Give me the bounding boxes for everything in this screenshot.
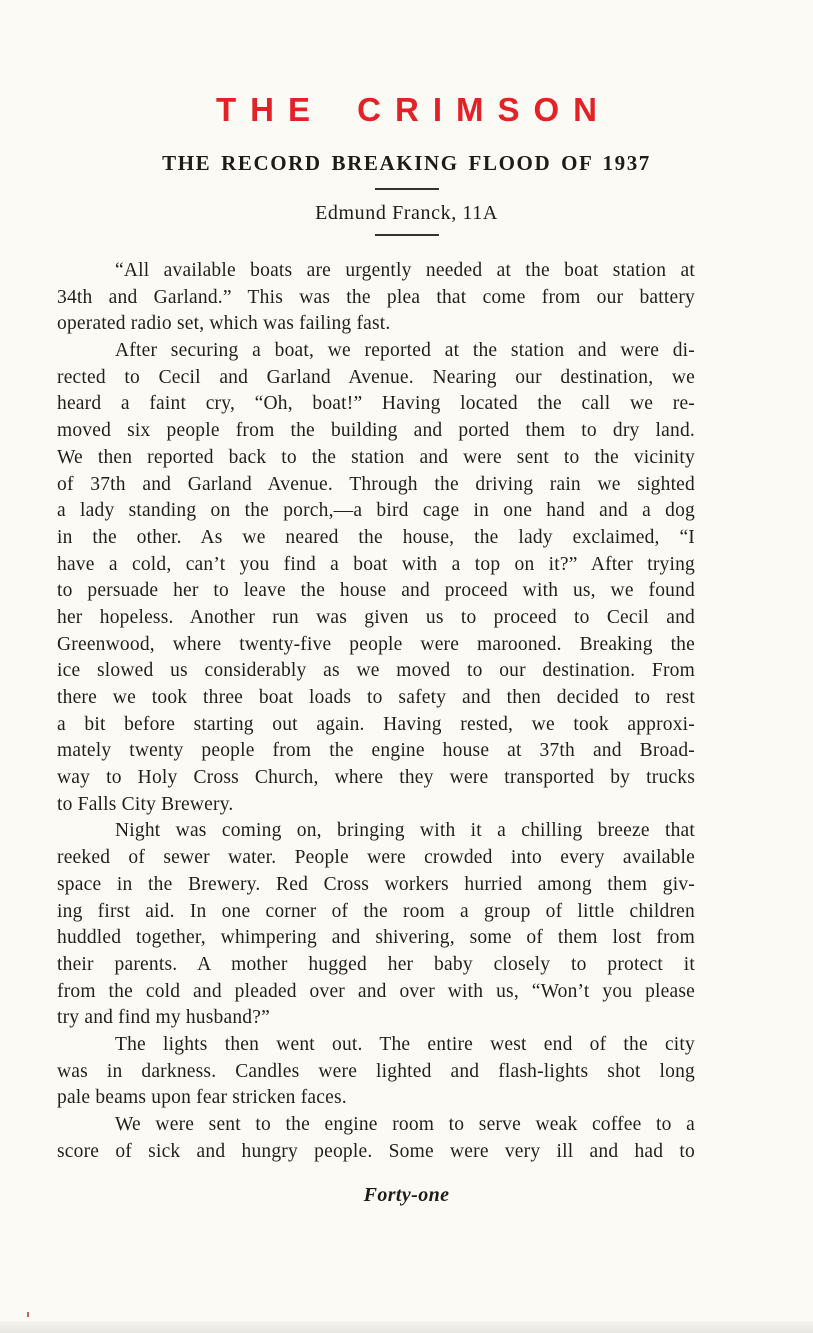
text-line: heard a faint cry, “Oh, boat!” Having located the call we re- [57, 393, 695, 415]
text-line: The lights then went out. The entire west end of the city [115, 1033, 695, 1055]
paragraph [57, 258, 695, 338]
text-line: moved six people from the building and ported them to dry land. [57, 420, 695, 442]
text-line: have a cold, can’t you find a boat with a top on it?” After trying [57, 553, 695, 575]
text-line: a bit before starting out again. Having rested, we took approxi- [57, 713, 695, 735]
paragraph [57, 338, 695, 818]
text-line: ice slowed us considerably as we moved to our destination. From [57, 660, 695, 682]
text-line: After securing a boat, we reported at the station and were di- [115, 340, 695, 362]
text-line: pale beams upon fear stricken faces. [57, 1087, 347, 1109]
text-line: in the other. As we neared the house, the lady exclaimed, “I [57, 526, 695, 548]
text-line: her hopeless. Another run was given us to proceed to Cecil and [57, 606, 695, 628]
text-line: their parents. A mother hugged her baby closely to protect it [57, 953, 695, 975]
text-line: Greenwood, where twenty-five people were marooned. Breaking the [57, 633, 695, 655]
paragraph [57, 1032, 695, 1112]
text-line: mately twenty people from the engine house at 37th and Broad- [57, 740, 695, 762]
text-line: huddled together, whimpering and shivering, some of them lost from [57, 927, 695, 949]
text-line: ing first aid. In one corner of the room a group of little children [57, 900, 695, 922]
text-line: way to Holy Cross Church, where they were transported by trucks [57, 767, 695, 789]
masthead-title: THE CRIMSON [216, 91, 611, 128]
text-line: try and find my husband?” [57, 1007, 270, 1029]
paragraph [57, 1112, 695, 1165]
text-line: a lady standing on the porch,—a bird cage in one hand and a dog [57, 500, 695, 522]
text-line: score of sick and hungry people. Some were very ill and had to [57, 1140, 695, 1162]
text-line: there we took three boat loads to safety and then decided to rest [57, 687, 695, 708]
text-line: from the cold and pleaded over and over with us, “Won’t you please [57, 980, 695, 1002]
text-line: to Falls City Brewery. [57, 793, 234, 815]
article-body [57, 258, 695, 1165]
text-line: 34th and Garland.” This was the plea that come from our battery [57, 286, 695, 308]
text-line: We then reported back to the station and were sent to the vicinity [57, 446, 695, 468]
text-line: space in the Brewery. Red Cross workers hurried among them giv- [57, 873, 695, 895]
scan-edge-artifact [0, 1321, 813, 1333]
text-line: was in darkness. Candles were lighted and flash-lights shot long [57, 1060, 695, 1082]
divider-rule-top [375, 188, 439, 190]
text-line: rected to Cecil and Garland Avenue. Nearing our destination, we [57, 366, 695, 388]
text-line: to persuade her to leave the house and proceed with us, we found [57, 580, 695, 602]
text-line: We were sent to the engine room to serve weak coffee to a [115, 1114, 695, 1135]
article-title: THE RECORD BREAKING FLOOD OF 1937 [162, 151, 651, 175]
divider-rule-bottom [375, 234, 439, 236]
scan-speck-artifact [27, 1312, 29, 1317]
text-line: reeked of sewer water. People were crowded into every available [57, 847, 695, 869]
page-number: Forty-one [363, 1184, 450, 1207]
text-line: of 37th and Garland Avenue. Through the driving rain we sighted [57, 473, 695, 495]
text-line: “All available boats are urgently needed at the boat station at [115, 260, 695, 281]
text-line: operated radio set, which was failing fast. [57, 313, 391, 335]
byline: Edmund Franck, 11A [315, 202, 498, 224]
text-line: Night was coming on, bringing with it a chilling breeze that [115, 820, 695, 842]
paragraph [57, 818, 695, 1032]
